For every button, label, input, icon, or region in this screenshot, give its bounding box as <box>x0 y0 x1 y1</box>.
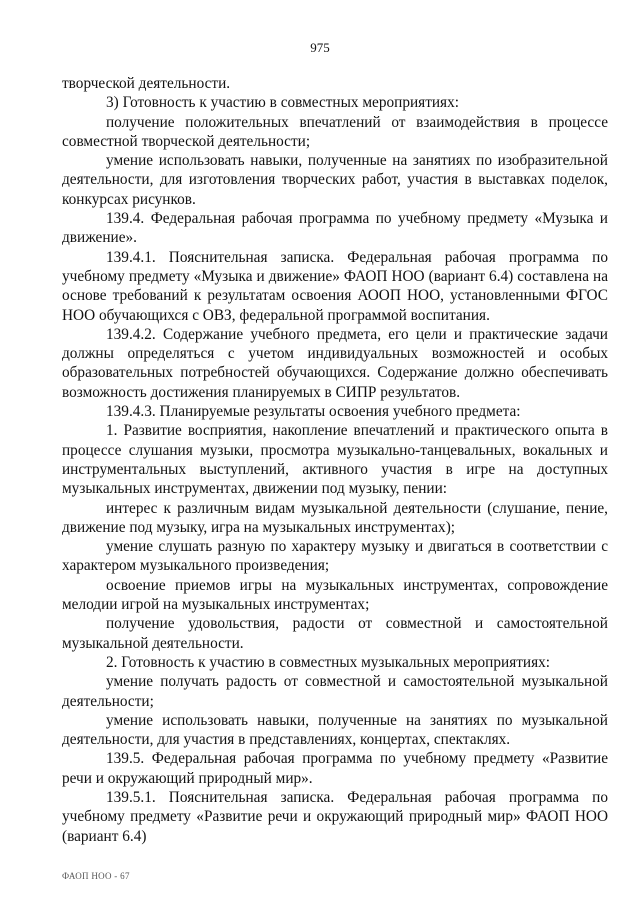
paragraph-section-139-5-1: 139.5.1. Пояснительная записка. Федеральная рабочая программа по учебному предмету «Развитие речи и окружающий природный мир» ФАОП НОО (вариант 6.4) <box>62 788 608 845</box>
footer-mark: ФАОП НОО - 67 <box>62 871 130 881</box>
paragraph-perception-development: 1. Развитие восприятия, накопление впечатлений и практического опыта в процессе слушания музыки, просмотра музыкально-танцевальных, вокальных и инструментальных выступлений, активного участия в игре на доступных музыкальных инструментах, движении под музыку, пении: <box>62 422 608 498</box>
paragraph-section-139-5: 139.5. Федеральная рабочая программа по учебному предмету «Развитие речи и окружающий природный мир». <box>62 750 608 787</box>
paragraph-readiness-heading: 3) Готовность к участию в совместных мероприятиях: <box>106 94 459 112</box>
paragraph-continuation: творческой деятельности. <box>62 75 231 92</box>
paragraph-section-139-4: 139.4. Федеральная рабочая программа по учебному предмету «Музыка и движение». <box>62 210 608 247</box>
paragraph-enjoyment: получение удовольствия, радости от совместной и самостоятельной музыкальной деятельности. <box>62 615 608 652</box>
paragraph-joy-music-activity: умение получать радость от совместной и самостоятельной музыкальной деятельности; <box>62 673 608 710</box>
paragraph-section-139-4-3: 139.4.3. Планируемые результаты освоения учебного предмета: <box>106 403 521 421</box>
page-number: 975 <box>310 40 330 55</box>
paragraph-section-139-4-2: 139.4.2. Содержание учебного предмета, его цели и практические задачи должны определяться с учетом индивидуальных возможностей и особых образовательных потребностей обучающихся. Содержание должно обеспечивать возможность достижения планируемых в СИПР результатов. <box>62 325 608 401</box>
paragraph-positive-impressions: получение положительных впечатлений от взаимодействия в процессе совместной творческой деятельности; <box>62 113 608 150</box>
paragraph-use-skills-art: умение использовать навыки, полученные на занятиях по изобразительной деятельности, для изготовления творческих работ, участия в выставках поделок, конкурсах рисунков. <box>62 152 608 208</box>
paragraph-section-139-4-1: 139.4.1. Пояснительная записка. Федеральная рабочая программа по учебному предмету «Музыка и движение» ФАОП НОО (вариант 6.4) составлена на основе требований к результатам освоения АООП НОО, установленными ФГОС НОО обучающихся с ОВЗ, федеральной программой воспитания. <box>62 248 608 324</box>
paragraph-readiness-music-events: 2. Готовность к участию в совместных музыкальных мероприятиях: <box>106 653 551 671</box>
paragraph-listen-move: умение слушать разную по характеру музыку и двигаться в соответствии с характером музыкального произведения; <box>62 538 608 575</box>
paragraph-instrument-techniques: освоение приемов игры на музыкальных инструментах, сопровождение мелодии игрой на музыкальных инструментах; <box>62 576 608 614</box>
paragraph-use-skills-music: умение использовать навыки, полученные на занятиях по музыкальной деятельности, для участия в представлениях, концертах, спектаклях. <box>62 711 608 749</box>
body-text <box>62 74 608 846</box>
paragraph-interest-music: интерес к различным видам музыкальной деятельности (слушание, пение, движение под музыку, игра на музыкальных инструментах); <box>62 499 608 536</box>
